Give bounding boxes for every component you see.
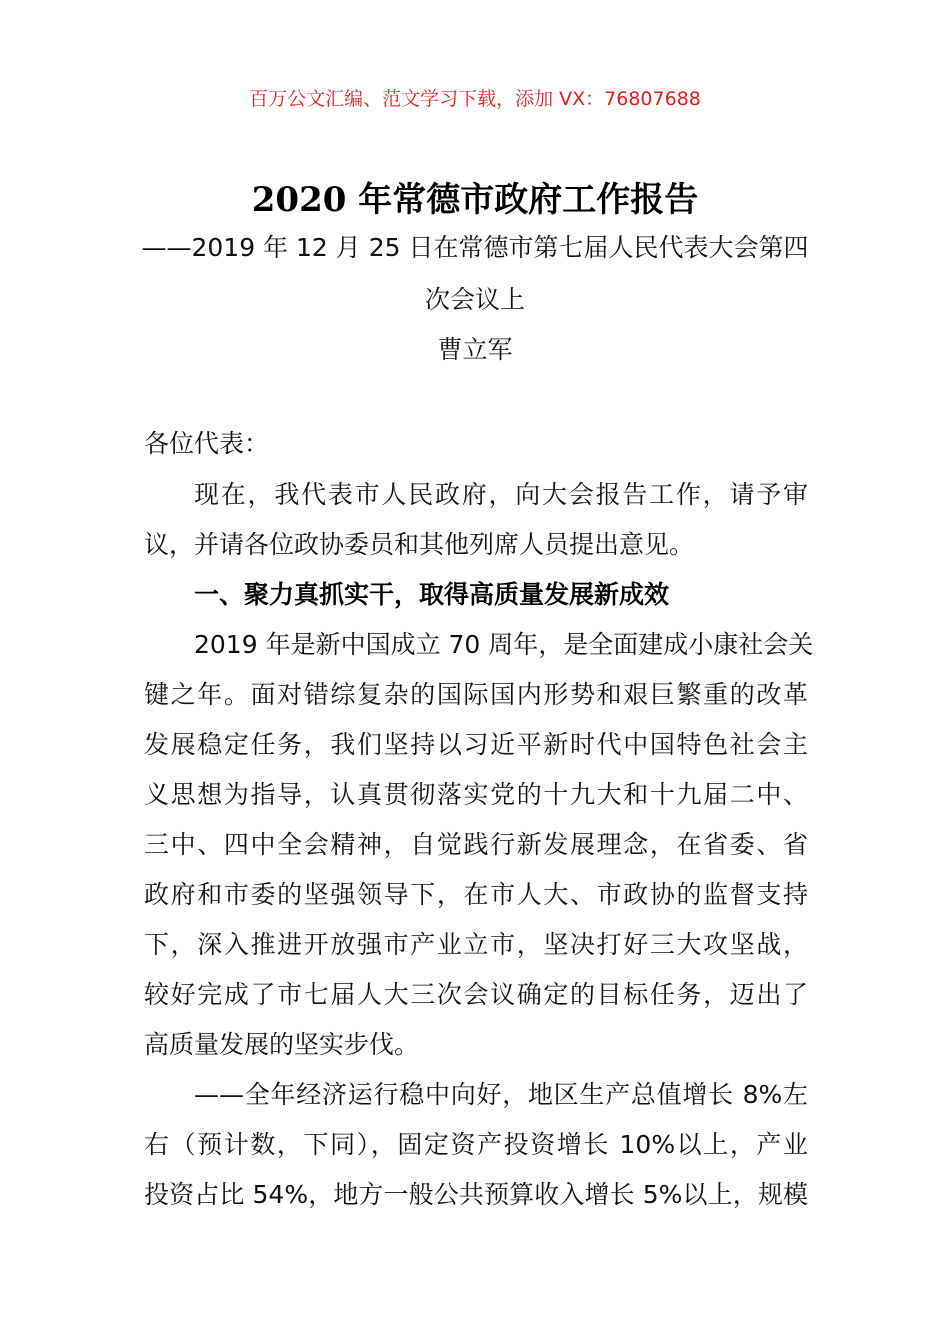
body-line: 较好完成了市七届人大三次会议确定的目标任务，迈出了 xyxy=(144,980,808,1009)
salutation: 各位代表： xyxy=(144,429,270,458)
body-line: 右（预计数，下同），固定资产投资增长 10%以上，产业 xyxy=(144,1130,808,1159)
body-line: 现在，我代表市人民政府，向大会报告工作，请予审 xyxy=(194,480,808,509)
body-line: ——全年经济运行稳中向好，地区生产总值增长 8%左 xyxy=(194,1080,808,1109)
body-line: 发展稳定任务，我们坚持以习近平新时代中国特色社会主 xyxy=(144,730,808,759)
section-heading: 一、聚力真抓实干，取得高质量发展新成效 xyxy=(194,580,670,609)
body-line: 键之年。面对错综复杂的国际国内形势和艰巨繁重的改革 xyxy=(144,680,808,709)
download-banner: 百万公文汇编、范文学习下载，添加 VX：76807688 xyxy=(249,88,701,110)
document-subtitle-line-2: 次会议上 xyxy=(424,285,525,314)
body-line: 义思想为指导，认真贯彻落实党的十九大和十九届二中、 xyxy=(144,780,808,809)
body-line: 政府和市委的坚强领导下，在市人大、市政协的监督支持 xyxy=(144,880,808,909)
body-line: 投资占比 54%，地方一般公共预算收入增长 5%以上，规模 xyxy=(144,1180,808,1209)
body-line: 议，并请各位政协委员和其他列席人员提出意见。 xyxy=(144,530,695,559)
body-line: 高质量发展的坚实步伐。 xyxy=(144,1030,420,1059)
document-subtitle-line-1: ——2019 年 12 月 25 日在常德市第七届人民代表大会第四 xyxy=(141,233,809,262)
body-line: 下，深入推进开放强市产业立市，坚决打好三大攻坚战， xyxy=(144,930,808,959)
body-line: 2019 年是新中国成立 70 周年，是全面建成小康社会关 xyxy=(194,630,814,659)
document-author: 曹立军 xyxy=(437,335,513,364)
document-title: 2020 年常德市政府工作报告 xyxy=(251,180,699,220)
body-line: 三中、四中全会精神，自觉践行新发展理念，在省委、省 xyxy=(144,830,808,859)
